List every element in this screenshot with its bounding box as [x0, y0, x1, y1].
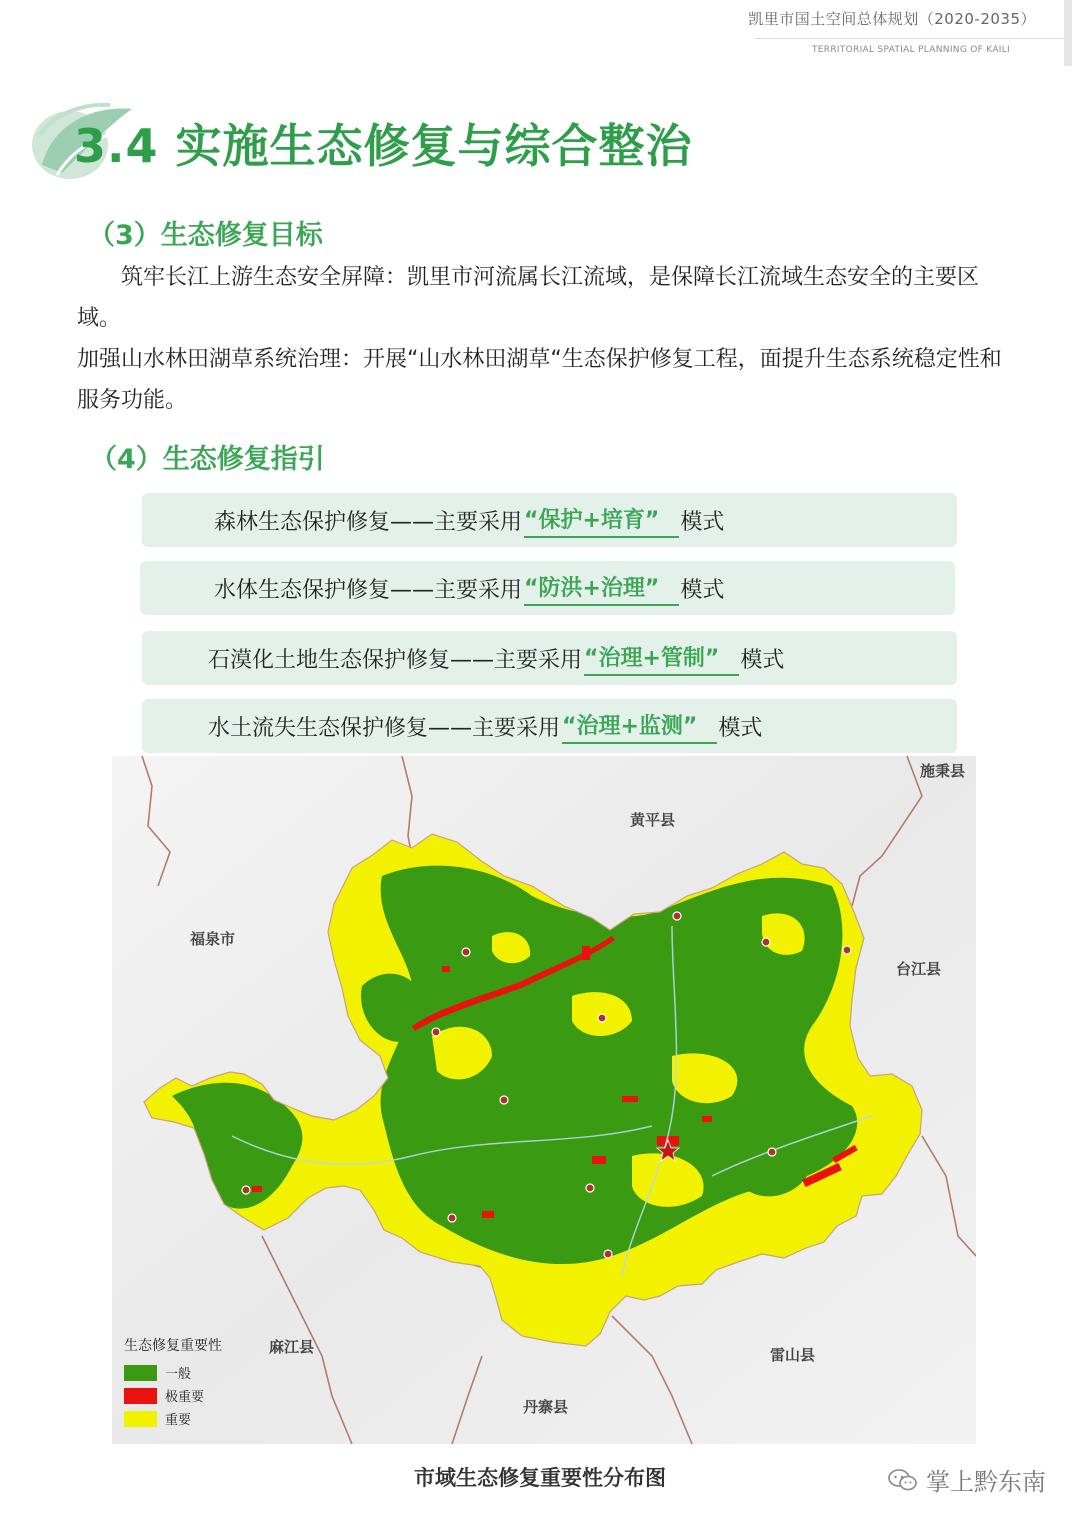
watermark-text: 掌上黔东南: [926, 1468, 1046, 1496]
guidance-item-prefix: 森林生态保护修复——主要采用: [214, 509, 523, 535]
place-label: 台江县: [896, 960, 942, 978]
guidance-item: [142, 631, 957, 685]
guidance-item-mode: “治理+监测”: [562, 709, 717, 744]
guidance-item-suffix: 模式: [718, 715, 763, 741]
legend-label: 一般: [165, 1367, 192, 1382]
wechat-icon: [888, 1469, 918, 1491]
guidance-item-suffix: 模式: [680, 509, 725, 535]
map-caption: 市域生态修复重要性分布图: [414, 1466, 666, 1490]
map-legend: [124, 1335, 222, 1430]
legend-swatch: [124, 1388, 157, 1404]
legend-swatch: [124, 1411, 157, 1427]
legend-label: 重要: [165, 1413, 192, 1428]
place-label: 黄平县: [630, 811, 676, 829]
guidance-item-mode: “保护+培育”: [524, 503, 679, 538]
targets-paragraph-2: 加强山水林田湖草系统治理：开展“山水林田湖草“生态保护修复工程，面提升生态系统稳定性和服务功能。: [77, 347, 1002, 413]
guidance-item-prefix: 水体生态保护修复——主要采用: [214, 577, 523, 603]
document-header-title: 凯里市国土空间总体规划（2020-2035）: [748, 10, 1036, 28]
targets-paragraph-1: 筑牢长江上游生态安全屏障：凯里市河流属长江流域，是保障长江流域生态安全的主要区域。: [77, 265, 980, 331]
document-header-subtitle: TERRITORIAL SPATIAL PLANNING OF KAILI: [811, 45, 1010, 55]
guidance-item-suffix: 模式: [740, 647, 785, 673]
watermark: [888, 1462, 1046, 1497]
map-graphic: [112, 756, 976, 1444]
legend-label: 极重要: [165, 1390, 205, 1405]
guidance-item: [142, 493, 957, 547]
place-label: 麻江县: [269, 1338, 315, 1356]
guidance-item-suffix: 模式: [680, 577, 725, 603]
guidance-item: [142, 699, 957, 753]
ecological-importance-map: [112, 756, 976, 1444]
guidance-heading: （4）生态修复指引: [90, 444, 325, 475]
header-divider: [755, 38, 1064, 39]
legend-title: 生态修复重要性: [124, 1338, 222, 1354]
place-label: 丹寨县: [523, 1398, 569, 1416]
section-title: 3.4 实施生态修复与综合整治: [74, 119, 693, 173]
place-label: 雷山县: [770, 1346, 816, 1364]
header-edge-bar: [1064, 0, 1072, 66]
guidance-item-mode: “防洪+治理”: [524, 571, 679, 606]
legend-swatch: [124, 1365, 157, 1381]
guidance-item-mode: “治理+管制”: [584, 641, 739, 676]
legend-item: [124, 1384, 222, 1407]
place-label: 福泉市: [190, 930, 236, 948]
place-label: 施秉县: [920, 762, 966, 780]
guidance-item-prefix: 石漠化土地生态保护修复——主要采用: [208, 647, 583, 673]
targets-heading: （3）生态修复目标: [88, 220, 323, 251]
legend-item: [124, 1361, 222, 1384]
guidance-item-prefix: 水土流失生态保护修复——主要采用: [208, 715, 561, 741]
guidance-item: [140, 561, 955, 615]
legend-item: [124, 1407, 222, 1430]
